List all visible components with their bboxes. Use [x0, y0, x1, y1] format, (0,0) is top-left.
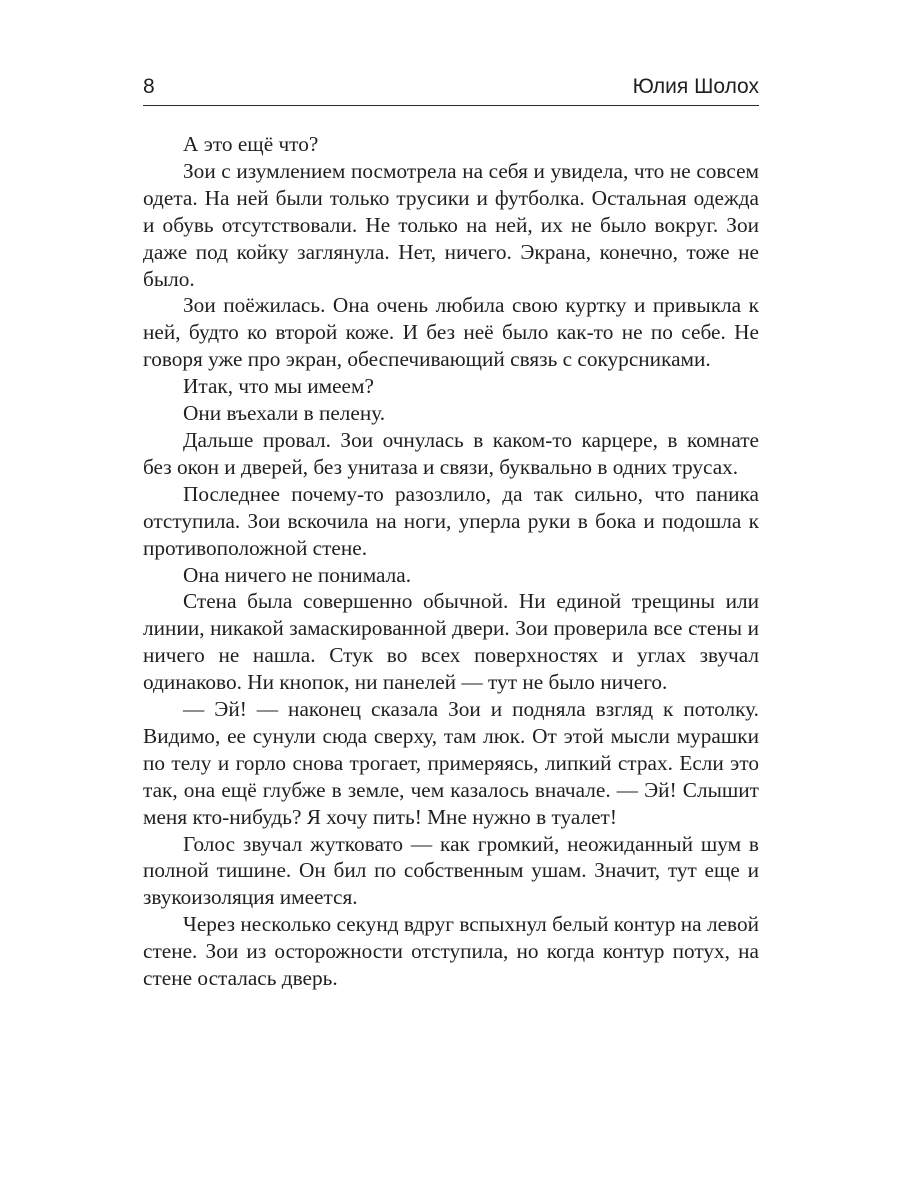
paragraph: Стена была совершенно обычной. Ни единой трещины или линии, никакой замаскированной двери. Зои проверила все стены и ничего не нашла. Стук во всех поверхностях и углах звучал одинаково. Ни кнопок, ни панелей — тут не было ничего. — [143, 589, 759, 695]
paragraph: Зои поёжилась. Она очень любила свою куртку и привыкла к ней, будто ко второй коже. И без неё было как-то не по себе. Не говоря уже про экран, обеспечивающий связь с сокурсниками. — [143, 293, 759, 372]
paragraph: Дальше провал. Зои очнулась в каком-то карцере, в комнате без окон и дверей, без унитаза и связи, буквально в одних трусах. — [143, 427, 759, 479]
paragraph: А это ещё что? — [183, 132, 319, 156]
body-text — [143, 131, 759, 992]
paragraph: Итак, что мы имеем? — [183, 374, 374, 399]
running-head-author: Юлия Шолох — [632, 75, 759, 98]
page-header — [143, 73, 759, 106]
paragraph: Через несколько секунд вдруг вспыхнул белый контур на левой стене. Зои из осторожности отступила, но когда контур потух, на стене осталась дверь. — [143, 912, 759, 991]
page-number: 8 — [143, 75, 155, 98]
paragraph: Они въехали в пелену. — [183, 401, 386, 426]
paragraph: Последнее почему-то разозлило, да так сильно, что паника отступила. Зои вскочила на ноги, уперла руки в бока и подошла к противоположной стене. — [143, 481, 759, 560]
paragraph: — Эй! — наконец сказала Зои и подняла взгляд к потолку. Видимо, ее сунули сюда сверху, там люк. От этой мысли мурашки по телу и горло снова трогает, примеряясь, липкий страх. Если это так, она ещё глубже в земле, чем казалось вначале. — Эй! Слышит меня кто-нибудь? Я хочу пить! Мне нужно в туалет! — [143, 697, 759, 829]
paragraph: Голос звучал жутковато — как громкий, неожиданный шум в полной тишине. Он бил по собственным ушам. Значит, тут еще и звукоизоляция имеется. — [143, 831, 759, 910]
paragraph: Зои с изумлением посмотрела на себя и увидела, что не совсем одета. На ней были только трусики и футболка. Остальная одежда и обувь отсутствовали. Не только на ней, их не было вокруг. Зои даже под койку заглянула. Нет, ничего. Экрана, конечно, тоже не было. — [143, 158, 759, 291]
paragraph: Она ничего не понимала. — [183, 562, 412, 587]
